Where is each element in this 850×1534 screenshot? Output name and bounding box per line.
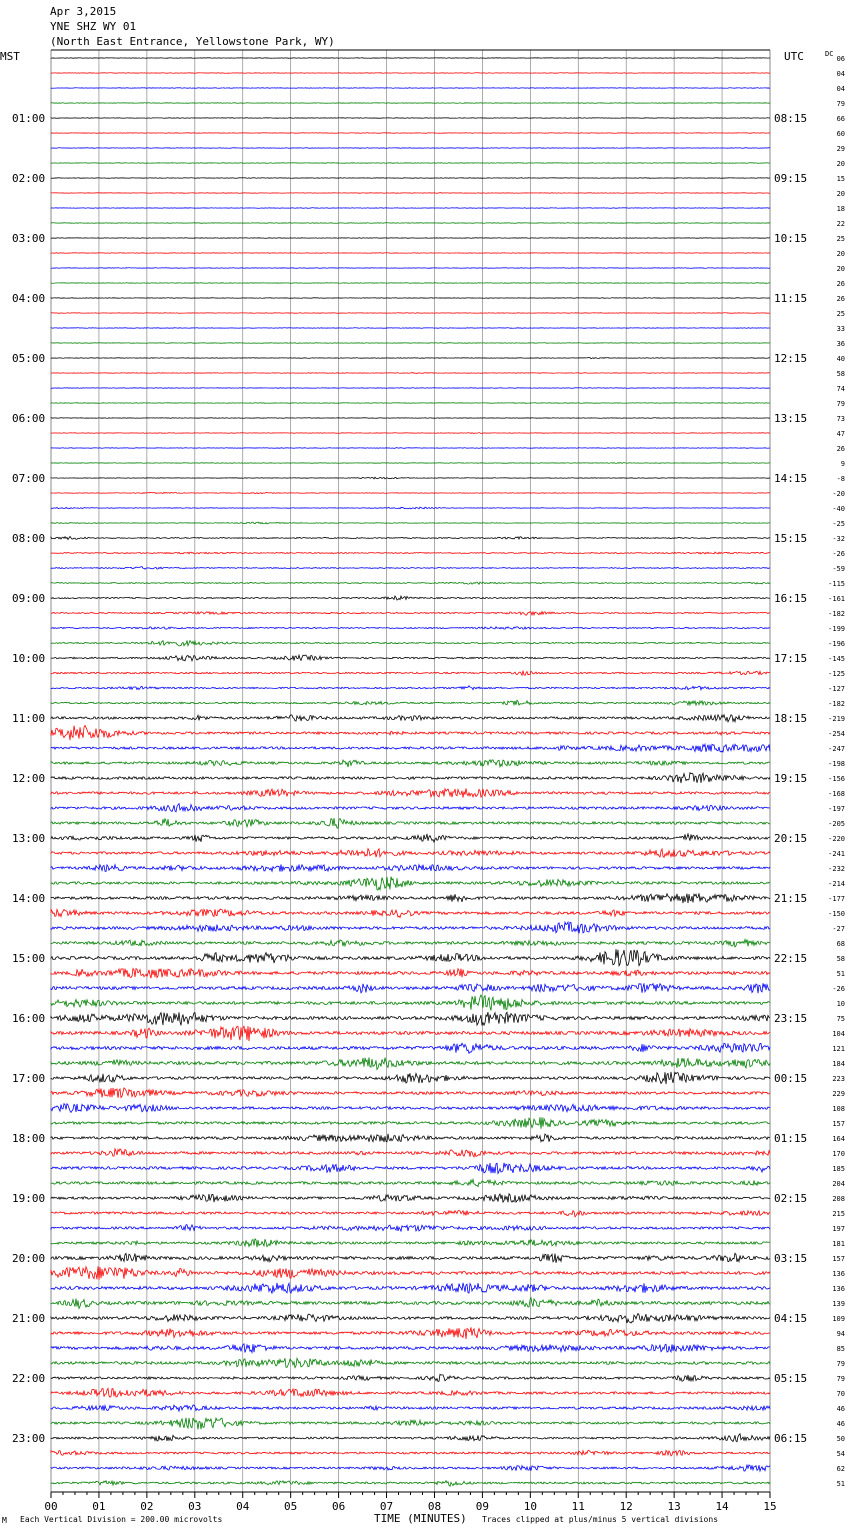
trace-row — [51, 1314, 770, 1324]
dc-offset-label: -182 — [828, 610, 845, 618]
utc-hour-label: 11:15 — [774, 292, 808, 305]
dc-offset-label: 121 — [832, 1045, 845, 1053]
dc-offset-label: -182 — [828, 700, 845, 708]
trace-row — [51, 864, 770, 871]
mst-hour-label: 09:00 — [12, 592, 46, 605]
mst-hour-label: 08:00 — [12, 532, 46, 545]
trace-row — [51, 208, 770, 209]
trace-row — [51, 1405, 770, 1411]
trace-row — [51, 1283, 770, 1294]
dc-offset-label: 215 — [832, 1210, 845, 1218]
utc-hour-label: 05:15 — [774, 1372, 808, 1385]
utc-hour-label: 22:15 — [774, 952, 808, 965]
mst-hour-labels — [12, 112, 45, 1445]
trace-row — [51, 922, 770, 933]
trace-row — [51, 1211, 770, 1217]
plot-date: Apr 3,2015 — [50, 5, 117, 18]
trace-row — [51, 433, 770, 434]
trace-row — [51, 877, 770, 891]
trace-row — [51, 1434, 770, 1442]
mst-hour-label: 16:00 — [12, 1012, 46, 1025]
utc-hour-label: 10:15 — [774, 232, 808, 245]
trace-row — [51, 73, 770, 74]
utc-hour-label: 17:15 — [774, 652, 808, 665]
dc-offset-label: -254 — [828, 730, 845, 738]
vertical-division-note: Each Vertical Division = 200.00 microvolts — [20, 1515, 223, 1524]
utc-hour-label: 13:15 — [774, 412, 808, 425]
mst-hour-label: 11:00 — [12, 712, 46, 725]
trace-row — [51, 596, 770, 600]
dc-offset-label: -40 — [832, 505, 845, 513]
dc-offset-label: 136 — [832, 1285, 845, 1293]
trace-row — [51, 1043, 770, 1053]
trace-row — [51, 804, 770, 812]
utc-hour-label: 12:15 — [774, 352, 808, 365]
trace-row — [51, 969, 770, 979]
mst-zone-label: MST — [0, 50, 20, 63]
trace-row — [51, 627, 770, 629]
trace-row — [51, 612, 770, 616]
dc-offset-label: 46 — [836, 1420, 845, 1428]
trace-row — [51, 1194, 770, 1202]
trace-row — [51, 58, 770, 59]
x-tick-label: 10 — [523, 1500, 537, 1513]
mst-hour-label: 15:00 — [12, 952, 46, 965]
dc-offset-label: 15 — [836, 175, 845, 183]
dc-offset-label: 04 — [836, 85, 845, 93]
dc-offset-label: 204 — [832, 1180, 845, 1188]
x-tick-label: 07 — [379, 1500, 394, 1513]
utc-hour-label: 14:15 — [774, 472, 808, 485]
dc-offset-label: 181 — [832, 1240, 845, 1248]
trace-row — [51, 726, 770, 741]
trace-row — [51, 1418, 770, 1430]
trace-row — [51, 1179, 770, 1186]
trace-row — [51, 1358, 770, 1367]
dc-offset-label: 157 — [832, 1120, 845, 1128]
dc-offset-label: 79 — [836, 1360, 845, 1368]
trace-row — [51, 909, 770, 917]
mst-hour-label: 18:00 — [12, 1132, 46, 1145]
mst-hour-label: 06:00 — [12, 412, 46, 425]
corner-mark: M — [2, 1516, 7, 1525]
dc-offset-label: 60 — [836, 130, 845, 138]
dc-offset-label: 184 — [832, 1060, 845, 1068]
trace-row — [51, 773, 770, 783]
trace-row — [51, 715, 770, 722]
x-tick-label: 12 — [619, 1500, 633, 1513]
trace-row — [51, 995, 770, 1010]
trace-row — [51, 492, 770, 493]
trace-row — [51, 522, 770, 524]
dc-offset-label: 75 — [836, 1015, 845, 1023]
dc-offset-label: -115 — [828, 580, 845, 588]
dc-offset-label: 26 — [836, 445, 845, 453]
dc-offset-label: -199 — [828, 625, 845, 633]
trace-row — [51, 552, 770, 554]
trace-row — [51, 268, 770, 269]
trace-row — [51, 418, 770, 419]
trace-row — [51, 1149, 770, 1157]
dc-offset-label: -156 — [828, 775, 845, 783]
seismic-traces — [51, 58, 770, 1486]
dc-offset-label: 208 — [832, 1195, 845, 1203]
dc-offset-label: 9 — [840, 460, 845, 468]
dc-offset-label: 74 — [836, 385, 845, 393]
dc-offset-label: 66 — [836, 115, 845, 123]
trace-row — [51, 1072, 770, 1084]
mst-hour-label: 14:00 — [12, 892, 46, 905]
dc-offset-label: 157 — [832, 1255, 845, 1263]
utc-hour-label: 01:15 — [774, 1132, 808, 1145]
trace-row — [51, 1104, 770, 1113]
trace-row — [51, 834, 770, 842]
dc-offset-label: -26 — [832, 985, 845, 993]
dc-offset-label: -247 — [828, 745, 845, 753]
dc-offset-label: 25 — [836, 235, 845, 243]
utc-hour-label: 09:15 — [774, 172, 808, 185]
dc-offset-label: 73 — [836, 415, 845, 423]
dc-offset-label: 139 — [832, 1300, 845, 1308]
dc-offset-label: -241 — [828, 850, 845, 858]
utc-hour-label: 06:15 — [774, 1432, 808, 1445]
trace-row — [51, 893, 770, 903]
trace-row — [51, 1253, 770, 1263]
station-location: (North East Entrance, Yellowstone Park, WY) — [50, 35, 335, 48]
dc-offset-label: 40 — [836, 355, 845, 363]
dc-offset-label: 33 — [836, 325, 845, 333]
dc-offset-label: 85 — [836, 1345, 845, 1353]
trace-row — [51, 788, 770, 797]
dc-offset-label: -8 — [836, 475, 845, 483]
trace-row — [51, 313, 770, 314]
dc-offset-label: 10 — [836, 1000, 845, 1008]
dc-column-header: DC — [825, 50, 834, 58]
dc-offset-label: -161 — [828, 595, 845, 603]
x-tick-label: 14 — [715, 1500, 729, 1513]
x-tick-label: 11 — [571, 1500, 585, 1513]
dc-offset-label: 79 — [836, 1375, 845, 1383]
mst-hour-label: 01:00 — [12, 112, 46, 125]
x-tick-label: 02 — [140, 1500, 154, 1513]
dc-offset-label: -20 — [832, 490, 845, 498]
dc-offset-label: -205 — [828, 820, 845, 828]
dc-offset-label: 29 — [836, 145, 845, 153]
x-tick-label: 05 — [284, 1500, 298, 1513]
trace-row — [51, 1026, 770, 1041]
dc-offset-label: -125 — [828, 670, 845, 678]
utc-hour-label: 15:15 — [774, 532, 808, 545]
mst-hour-label: 23:00 — [12, 1432, 46, 1445]
dc-offset-label: 26 — [836, 295, 845, 303]
trace-row — [51, 238, 770, 239]
utc-hour-labels — [774, 112, 807, 1445]
trace-row — [51, 403, 770, 404]
dc-offset-label: 109 — [832, 1315, 845, 1323]
dc-offset-label: 58 — [836, 370, 845, 378]
dc-offset-label: -214 — [828, 880, 845, 888]
trace-row — [51, 939, 770, 947]
x-tick-label: 15 — [763, 1500, 777, 1513]
dc-offset-label: -198 — [828, 760, 845, 768]
utc-hour-label: 03:15 — [774, 1252, 808, 1265]
dc-offset-label: 20 — [836, 265, 845, 273]
x-tick-label: 04 — [236, 1500, 250, 1513]
trace-row — [51, 193, 770, 194]
trace-row — [51, 163, 770, 164]
dc-offset-labels — [828, 55, 845, 1488]
trace-row — [51, 1266, 770, 1279]
dc-offset-label: 20 — [836, 250, 845, 258]
dc-offset-label: 47 — [836, 430, 845, 438]
trace-row — [51, 983, 770, 993]
dc-offset-label: -26 — [832, 550, 845, 558]
dc-offset-label: 136 — [832, 1270, 845, 1278]
trace-row — [51, 818, 770, 828]
trace-row — [51, 700, 770, 705]
trace-row — [51, 1057, 770, 1069]
mst-hour-label: 21:00 — [12, 1312, 46, 1325]
mst-hour-label: 03:00 — [12, 232, 46, 245]
mst-hour-label: 19:00 — [12, 1192, 46, 1205]
trace-row — [51, 462, 770, 463]
trace-row — [51, 343, 770, 344]
trace-row — [51, 357, 770, 358]
trace-row — [51, 849, 770, 858]
dc-offset-label: -27 — [832, 925, 845, 933]
dc-offset-label: -177 — [828, 895, 845, 903]
utc-hour-label: 16:15 — [774, 592, 808, 605]
dc-offset-label: -145 — [828, 655, 845, 663]
trace-row — [51, 148, 770, 149]
dc-offset-label: 79 — [836, 100, 845, 108]
trace-row — [51, 1088, 770, 1098]
dc-offset-label: 79 — [836, 400, 845, 408]
utc-hour-label: 00:15 — [774, 1072, 808, 1085]
dc-offset-label: 36 — [836, 340, 845, 348]
station-code: YNE SHZ WY 01 — [50, 20, 137, 33]
utc-zone-label: UTC — [784, 50, 804, 63]
dc-offset-label: 20 — [836, 190, 845, 198]
dc-offset-label: 104 — [832, 1030, 845, 1038]
trace-row — [51, 477, 770, 479]
dc-offset-label: 25 — [836, 310, 845, 318]
x-tick-label: 00 — [44, 1500, 58, 1513]
mst-hour-label: 05:00 — [12, 352, 46, 365]
mst-hour-label: 20:00 — [12, 1252, 46, 1265]
mst-hour-label: 17:00 — [12, 1072, 46, 1085]
utc-hour-label: 23:15 — [774, 1012, 808, 1025]
dc-offset-label: -219 — [828, 715, 845, 723]
dc-offset-label: 164 — [832, 1135, 845, 1143]
mst-hour-label: 12:00 — [12, 772, 46, 785]
trace-row — [51, 283, 770, 284]
utc-hour-label: 08:15 — [774, 112, 808, 125]
trace-row — [51, 582, 770, 584]
trace-row — [51, 448, 770, 449]
dc-offset-label: 22 — [836, 220, 845, 228]
dc-offset-label: 197 — [832, 1225, 845, 1233]
utc-hour-label: 04:15 — [774, 1312, 808, 1325]
x-tick-label: 06 — [331, 1500, 346, 1513]
trace-row — [51, 640, 770, 645]
dc-offset-label: 51 — [836, 1480, 845, 1488]
dc-offset-label: 04 — [836, 70, 845, 78]
dc-offset-label: 94 — [836, 1330, 845, 1338]
dc-offset-label: 68 — [836, 940, 845, 948]
dc-offset-label: -25 — [832, 520, 845, 528]
mst-hour-label: 13:00 — [12, 832, 46, 845]
dc-offset-label: 18 — [836, 205, 845, 213]
trace-row — [51, 1374, 770, 1381]
dc-offset-label: 223 — [832, 1075, 845, 1083]
trace-row — [51, 537, 770, 540]
trace-row — [51, 1012, 770, 1025]
trace-row — [51, 373, 770, 374]
trace-row — [51, 1481, 770, 1487]
trace-row — [51, 1239, 770, 1247]
trace-row — [51, 1465, 770, 1471]
trace-row — [51, 760, 770, 767]
trace-row — [51, 298, 770, 299]
dc-offset-label: 20 — [836, 160, 845, 168]
dc-offset-label: 185 — [832, 1165, 845, 1173]
trace-row — [51, 1117, 770, 1129]
trace-row — [51, 686, 770, 690]
dc-offset-label: 62 — [836, 1465, 845, 1473]
trace-row — [51, 103, 770, 104]
dc-offset-label: 170 — [832, 1150, 845, 1158]
trace-row — [51, 328, 770, 329]
mst-hour-label: 10:00 — [12, 652, 46, 665]
trace-row — [51, 949, 770, 966]
trace-row — [51, 1134, 770, 1142]
dc-offset-label: 46 — [836, 1405, 845, 1413]
dc-offset-label: -232 — [828, 865, 845, 873]
utc-hour-label: 19:15 — [774, 772, 808, 785]
dc-offset-label: 70 — [836, 1390, 845, 1398]
time-grid — [51, 50, 770, 1492]
x-tick-label: 03 — [188, 1500, 202, 1513]
trace-row — [51, 567, 770, 570]
x-tick-label: 13 — [667, 1500, 681, 1513]
trace-row — [51, 1298, 770, 1309]
trace-row — [51, 1388, 770, 1397]
dc-offset-label: 108 — [832, 1105, 845, 1113]
utc-hour-label: 21:15 — [774, 892, 808, 905]
trace-row — [51, 178, 770, 179]
trace-row — [51, 88, 770, 89]
mst-hour-label: 02:00 — [12, 172, 46, 185]
utc-hour-label: 20:15 — [774, 832, 808, 845]
trace-row — [51, 1163, 770, 1174]
dc-offset-label: -32 — [832, 535, 845, 543]
trace-row — [51, 253, 770, 254]
dc-offset-label: 229 — [832, 1090, 845, 1098]
dc-offset-label: -168 — [828, 790, 845, 798]
dc-offset-label: -150 — [828, 910, 845, 918]
x-axis — [44, 1492, 776, 1513]
dc-offset-label: 26 — [836, 280, 845, 288]
trace-row — [51, 118, 770, 119]
x-axis-title: TIME (MINUTES) — [374, 1512, 467, 1525]
trace-row — [51, 1450, 770, 1455]
utc-hour-label: 18:15 — [774, 712, 808, 725]
dc-offset-label: 51 — [836, 970, 845, 978]
trace-row — [51, 507, 770, 509]
x-tick-label: 01 — [92, 1500, 106, 1513]
mst-hour-label: 22:00 — [12, 1372, 46, 1385]
dc-offset-label: -220 — [828, 835, 845, 843]
trace-row — [51, 133, 770, 134]
clipping-note: Traces clipped at plus/minus 5 vertical divisions — [482, 1515, 719, 1524]
dc-offset-label: 50 — [836, 1435, 845, 1443]
dc-offset-label: -197 — [828, 805, 845, 813]
mst-hour-label: 07:00 — [12, 472, 46, 485]
dc-offset-label: 58 — [836, 955, 845, 963]
trace-row — [51, 1225, 770, 1231]
trace-row — [51, 671, 770, 676]
trace-row — [51, 388, 770, 389]
dc-offset-label: -59 — [832, 565, 845, 573]
utc-hour-label: 02:15 — [774, 1192, 808, 1205]
mst-hour-label: 04:00 — [12, 292, 46, 305]
trace-row — [51, 1344, 770, 1353]
dc-offset-label: 54 — [836, 1450, 845, 1458]
trace-row — [51, 655, 770, 661]
dc-offset-label: 06 — [836, 55, 845, 63]
x-tick-label: 09 — [475, 1500, 490, 1513]
dc-offset-label: -196 — [828, 640, 845, 648]
trace-row — [51, 1327, 770, 1339]
trace-row — [51, 223, 770, 224]
x-tick-label: 08 — [427, 1500, 442, 1513]
trace-row — [51, 744, 770, 752]
dc-offset-label: -127 — [828, 685, 845, 693]
